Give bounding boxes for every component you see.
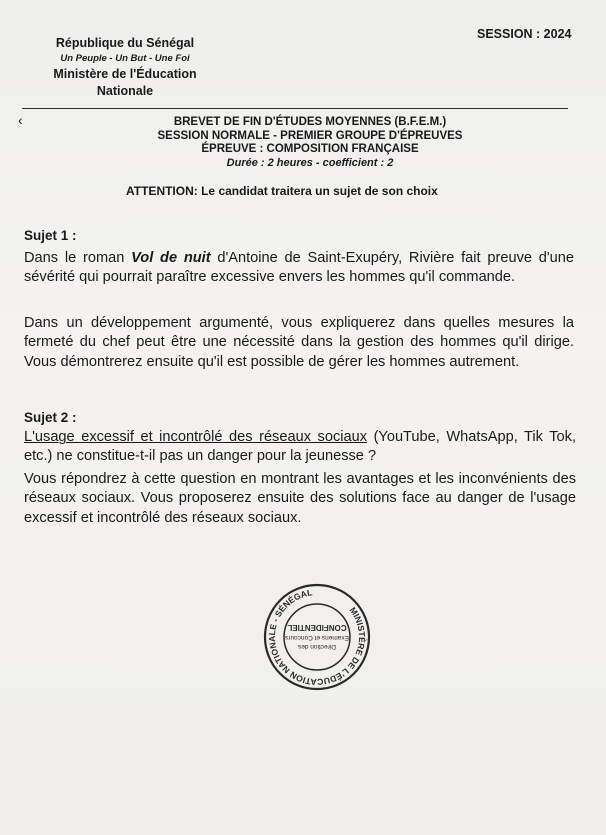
exam-session: SESSION NORMALE - PREMIER GROUPE D'ÉPREUVES <box>157 129 463 142</box>
margin-mark: ‹ <box>18 112 23 128</box>
sujet1-paragraph1 <box>24 249 574 288</box>
sujet2-paragraph2: Vous répondrez à cette question en montrant les avantages et les inconvénients des réseaux sociaux. Vous proposerez ensuite des solutions face au danger de l'usage excessif et incontrôlé des réseaux sociaux. <box>24 471 576 526</box>
sujet1-paragraph2: Dans un développement argumenté, vous expliquerez dans quelles mesures la fermeté du chef peut être une nécessité dans la gestion des hommes qu'il dirige. Vous démontrerez ensuite qu'il est possible de gérer les hommes autrement. <box>24 315 574 370</box>
ministry-name: Ministère de l'Éducation <box>53 67 197 81</box>
stamp-seal-icon <box>262 582 372 692</box>
header-divider <box>22 108 568 109</box>
sujet2-p1-rest: (YouTube, WhatsApp, Tik Tok, etc.) ne constitue-t-il pas un danger pour la jeunesse ? <box>24 429 576 465</box>
stamp-line1: Direction des <box>298 643 336 650</box>
official-stamp <box>262 582 372 692</box>
national-motto: Un Peuple - Un But - Une Foi <box>60 53 190 64</box>
exam-title-block <box>80 116 540 170</box>
stamp-line2: Examens et Concours <box>285 634 349 641</box>
session-year: SESSION : 2024 <box>477 27 572 41</box>
attention-notice: ATTENTION: Le candidat traitera un sujet de son choix <box>126 184 438 198</box>
stamp-line3: CONFIDENTIEL <box>287 623 347 632</box>
sujet1-heading: Sujet 1 : <box>24 228 77 243</box>
sujet2-underlined-topic: L'usage excessif et incontrôlé des réseaux sociaux <box>24 429 368 445</box>
stamp-outer-text: MINISTÈRE DE L'ÉDUCATION NATIONALE - SÉNÉGAL <box>266 587 368 688</box>
republic-name: République du Sénégal <box>55 36 195 50</box>
sujet2-paragraph1 <box>24 428 576 467</box>
exam-duration: Durée : 2 heures - coefficient : 2 <box>226 156 394 169</box>
exam-title: BREVET DE FIN D'ÉTUDES MOYENNES (B.F.E.M.) <box>173 116 447 128</box>
sujet1-p1-start: Dans le roman <box>24 250 132 266</box>
book-title: Vol de nuit <box>131 250 211 266</box>
sujet2-heading: Sujet 2 : <box>24 410 77 425</box>
issuer-block <box>30 36 220 98</box>
ministry-name-cont: Nationale <box>96 84 154 98</box>
sujet1-p1-end: d'Antoine de Saint-Exupéry, Rivière fait preuve d'une sévérité qui pourrait paraître excessive envers les hommes qu'il commande. <box>24 250 574 286</box>
exam-subject: ÉPREUVE : COMPOSITION FRANÇAISE <box>201 143 419 155</box>
